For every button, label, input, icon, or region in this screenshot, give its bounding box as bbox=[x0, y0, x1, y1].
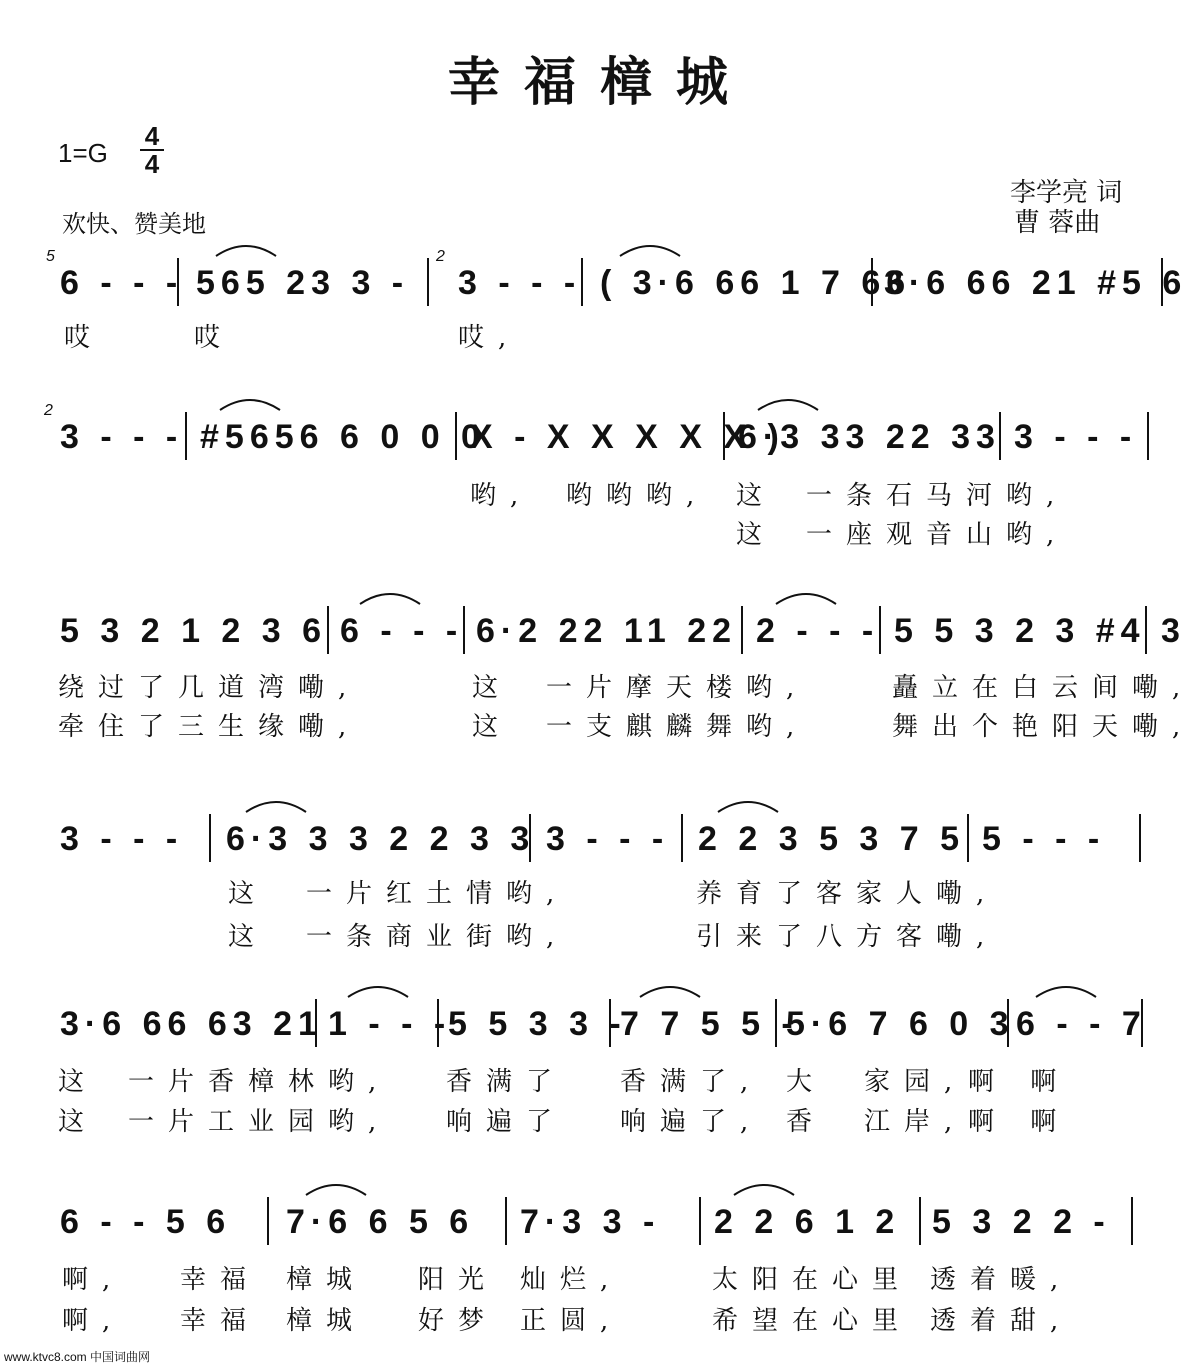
tie-arc bbox=[1036, 987, 1096, 997]
measure: 3 - - - bbox=[1014, 418, 1138, 456]
lyric-segment: 哟, bbox=[470, 481, 533, 511]
measure: 3 - - - bbox=[60, 820, 184, 858]
lyric-segment: 江岸, bbox=[864, 1107, 967, 1137]
tie-arc bbox=[216, 246, 276, 256]
lyric-segment: 希望在心里 bbox=[712, 1306, 913, 1336]
lyric-segment: 这 bbox=[58, 1067, 99, 1097]
composer-credit: 曹 蓉曲 bbox=[1014, 208, 1101, 238]
lyric-segment: 幸福 bbox=[180, 1265, 261, 1295]
footer-watermark: www.ktvc8.com 中国词曲网 bbox=[4, 1350, 151, 1364]
lyric-segment: 啊 啊 bbox=[968, 1107, 1071, 1137]
lyric-segment: 这 bbox=[58, 1107, 99, 1137]
measure: 7 7 5 5 - bbox=[620, 1005, 799, 1043]
lyric-segment: 养育了客家人嘞, bbox=[696, 879, 999, 909]
lyric-segment: 牵住了三生缘嘞, bbox=[58, 712, 361, 742]
lyric-segment: 一片香樟林哟, bbox=[128, 1067, 391, 1097]
lyric-segment: 樟城 bbox=[286, 1306, 367, 1336]
measure: 6 - - - bbox=[60, 264, 184, 302]
measure: 2 2 3 5 3 7 5 bbox=[698, 820, 966, 858]
lyric-segment: 矗立在白云间嘞, bbox=[892, 673, 1195, 703]
measure: 5·6 7 6 0 3 bbox=[786, 1005, 1015, 1043]
song-title: 幸福樟城 bbox=[447, 52, 752, 113]
lyric-segment: 一片红土情哟, bbox=[306, 879, 569, 909]
lyric-segment: 家园, bbox=[864, 1067, 967, 1097]
lyric-segment: 好梦 bbox=[418, 1306, 499, 1336]
lyric-segment: 阳光 bbox=[418, 1265, 499, 1295]
tie-arc bbox=[718, 802, 778, 812]
measure: 6 - - - bbox=[340, 612, 464, 650]
measure: ( 3·6 66 1 7 66 bbox=[600, 264, 912, 302]
tie-arc bbox=[758, 400, 818, 410]
lyric-segment: 这 bbox=[472, 712, 513, 742]
lyric-segment: 一片摩天楼哟, bbox=[546, 673, 809, 703]
lyric-segment: 这 bbox=[472, 673, 513, 703]
lyric-segment: 啊 啊 bbox=[968, 1067, 1071, 1097]
measure: 2 2 6 1 2 bbox=[714, 1203, 901, 1241]
lyric-segment: 大 bbox=[786, 1067, 827, 1097]
lyric-segment: 樟城 bbox=[286, 1265, 367, 1295]
lyric-segment: 一座观音山哟, bbox=[806, 520, 1069, 550]
measure: 6 - - 7 bbox=[1016, 1005, 1147, 1043]
lyric-segment: 灿烂, bbox=[520, 1265, 623, 1295]
measure: #5656 6 0 0 0 bbox=[200, 418, 486, 456]
tie-arc bbox=[734, 1185, 794, 1195]
measure: 3 - - - bbox=[60, 418, 184, 456]
tie-arc bbox=[246, 802, 306, 812]
lyric-segment: 香 bbox=[786, 1107, 827, 1137]
tie-arc bbox=[306, 1185, 366, 1195]
measure: 5 5 3 3 - bbox=[448, 1005, 627, 1043]
grace-note: 2 bbox=[436, 248, 445, 265]
tie-arc bbox=[360, 594, 420, 604]
key-signature: 1=G bbox=[58, 138, 108, 168]
lyric-segment: 这 bbox=[228, 879, 269, 909]
measure: 3 - - - bbox=[546, 820, 670, 858]
grace-note: 2 bbox=[44, 402, 53, 419]
lyric-segment: 一条石马河哟, bbox=[806, 481, 1069, 511]
lyric-segment: 绕过了几道湾嘞, bbox=[58, 673, 361, 703]
lyric-segment: 一片工业园哟, bbox=[128, 1107, 391, 1137]
lyric-segment: 响遍了, bbox=[620, 1107, 763, 1137]
measure: 5 3 2 1 2 3 6 bbox=[60, 612, 328, 650]
lyric-segment: 一支麒麟舞哟, bbox=[546, 712, 809, 742]
lyric-segment: 透着暖, bbox=[930, 1265, 1073, 1295]
lyric-segment: 响遍了 bbox=[446, 1107, 567, 1137]
lyric-segment: 哎 bbox=[194, 323, 235, 353]
measure: 7·3 3 - bbox=[520, 1203, 661, 1241]
lyric-segment: 太阳在心里 bbox=[712, 1265, 913, 1295]
lyric-segment: 正圆, bbox=[520, 1306, 623, 1336]
measure: 2 - - - bbox=[756, 612, 880, 650]
tempo-marking: 欢快、赞美地 bbox=[62, 210, 206, 238]
lyric-segment: 这 bbox=[736, 520, 777, 550]
lyric-segment: 幸福 bbox=[180, 1306, 261, 1336]
time-signature-bottom: 4 bbox=[144, 149, 160, 179]
lyric-segment: 这 bbox=[736, 481, 777, 511]
measure: 3·6 66 21 #5 6 bbox=[884, 264, 1188, 302]
tie-arc bbox=[620, 246, 680, 256]
lyric-segment: 一条商业街哟, bbox=[306, 922, 569, 952]
grace-note: 5 bbox=[46, 248, 55, 265]
measure: 3 - - - bbox=[458, 264, 582, 302]
lyric-segment: 香满了, bbox=[620, 1067, 763, 1097]
lyric-segment: 引来了八方客嘞, bbox=[696, 922, 999, 952]
tie-arc bbox=[220, 400, 280, 410]
lyric-segment: 啊, bbox=[62, 1306, 125, 1336]
measure: 6·3 3 3 2 2 3 3 bbox=[226, 820, 536, 858]
lyric-segment: 香满了 bbox=[446, 1067, 567, 1097]
measure: 5 5 3 2 3 #4 3 bbox=[894, 612, 1186, 650]
lyric-segment: 这 bbox=[228, 922, 269, 952]
measure: 5 - - - bbox=[982, 820, 1106, 858]
time-signature-top: 4 bbox=[144, 121, 160, 151]
measure: 1 - - - bbox=[328, 1005, 452, 1043]
measure: 7·6 6 5 6 bbox=[286, 1203, 475, 1241]
lyric-segment: 舞出个艳阳天嘞, bbox=[892, 712, 1195, 742]
measure: 6·2 22 11 22 bbox=[476, 612, 738, 650]
measure: 3·6 66 63 21 bbox=[60, 1005, 323, 1043]
lyric-segment: 透着甜, bbox=[930, 1306, 1073, 1336]
tie-arc bbox=[640, 987, 700, 997]
tie-arc bbox=[776, 594, 836, 604]
lyric-segment: 哎 bbox=[64, 323, 105, 353]
lyric-segment: 哟哟哟, bbox=[566, 481, 709, 511]
measure: 6 - - 5 6 bbox=[60, 1203, 232, 1241]
measure: 565 23 3 - bbox=[196, 264, 410, 302]
tie-arc bbox=[348, 987, 408, 997]
measure: 5 3 2 2 - bbox=[932, 1203, 1111, 1241]
lyric-segment: 哎, bbox=[458, 323, 521, 353]
lyric-segment: 啊, bbox=[62, 1265, 125, 1295]
lyricist-credit: 李学亮 词 bbox=[1010, 178, 1123, 208]
measure: 6·3 33 22 33 bbox=[738, 418, 1001, 456]
measure: X - X X X X X ) bbox=[470, 418, 785, 456]
